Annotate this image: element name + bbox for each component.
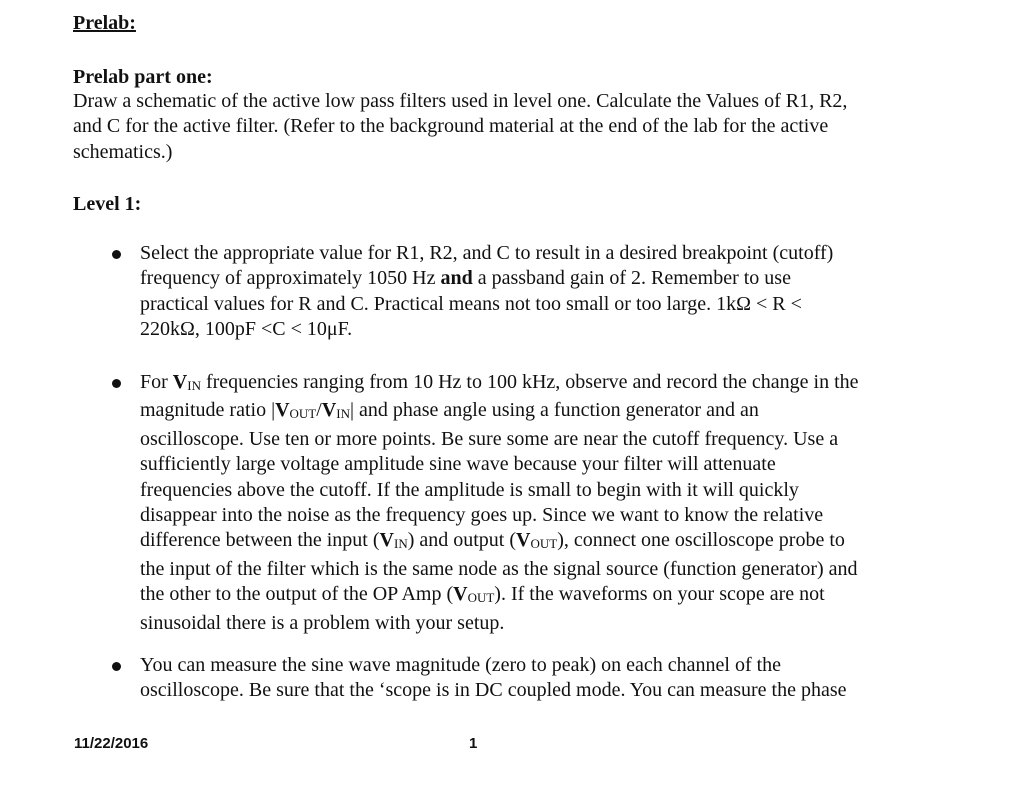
bullet-line: the other to the output of the OP Amp (VOUT). If the waveforms on your scope are not (140, 583, 825, 606)
bullet-line: oscilloscope. Be sure that the ‘scope is in DC coupled mode. You can measure the phase (140, 679, 847, 702)
bullet-line: the input of the filter which is the same node as the signal source (function generator) and (140, 557, 858, 580)
bullet-item-component-selection (140, 241, 970, 343)
bullet-line: For VIN frequencies ranging from 10 Hz to 100 kHz, observe and record the change in the (140, 371, 859, 393)
bullet-line: disappear into the noise as the frequency goes up. Since we want to know the relative (140, 504, 824, 527)
bullet-line: You can measure the sine wave magnitude (zero to peak) on each channel of the (140, 654, 782, 676)
bullet-line: 220kΩ, 100pF <C < 10μF. (140, 318, 353, 341)
part-one-paragraph (73, 89, 953, 165)
bullet-icon (112, 250, 121, 259)
bullet-line: Select the appropriate value for R1, R2, and C to result in a desired breakpoint (cutoff) (140, 242, 834, 264)
paragraph-line: schematics.) (73, 140, 173, 163)
bullet-icon (112, 662, 121, 671)
bullet-line: frequency of approximately 1050 Hz and a passband gain of 2. Remember to use (140, 267, 791, 290)
bullet-icon (112, 379, 121, 388)
bullet-item-frequency-sweep (140, 370, 970, 636)
bullet-line: sinusoidal there is a problem with your setup. (140, 611, 505, 634)
bullet-line: difference between the input (VIN) and output (VOUT), connect one oscilloscope probe to (140, 529, 845, 552)
paragraph-line: Draw a schematic of the active low pass filters used in level one. Calculate the Values of R1, R2, (73, 90, 848, 112)
bullet-line: magnitude ratio |VOUT/VIN| and phase angle using a function generator and an (140, 399, 759, 422)
paragraph-line: and C for the active filter. (Refer to the background material at the end of the lab for the active (73, 115, 829, 138)
bullet-line: practical values for R and C. Practical means not too small or too large. 1kΩ < R < (140, 292, 802, 315)
prelab-part-one-heading: Prelab part one: (73, 66, 213, 88)
prelab-heading: Prelab: (73, 12, 136, 34)
page-number: 1 (469, 735, 478, 752)
bullet-item-measure-magnitude (140, 653, 970, 704)
bullet-line: oscilloscope. Use ten or more points. Be sure some are near the cutoff frequency. Use a (140, 427, 839, 450)
bullet-line: sufficiently large voltage amplitude sine wave because your filter will attenuate (140, 453, 776, 476)
footer-date: 11/22/2016 (74, 735, 149, 752)
level-1-heading: Level 1: (73, 193, 142, 215)
bullet-line: frequencies above the cutoff. If the amplitude is small to begin with it will quickly (140, 478, 799, 501)
